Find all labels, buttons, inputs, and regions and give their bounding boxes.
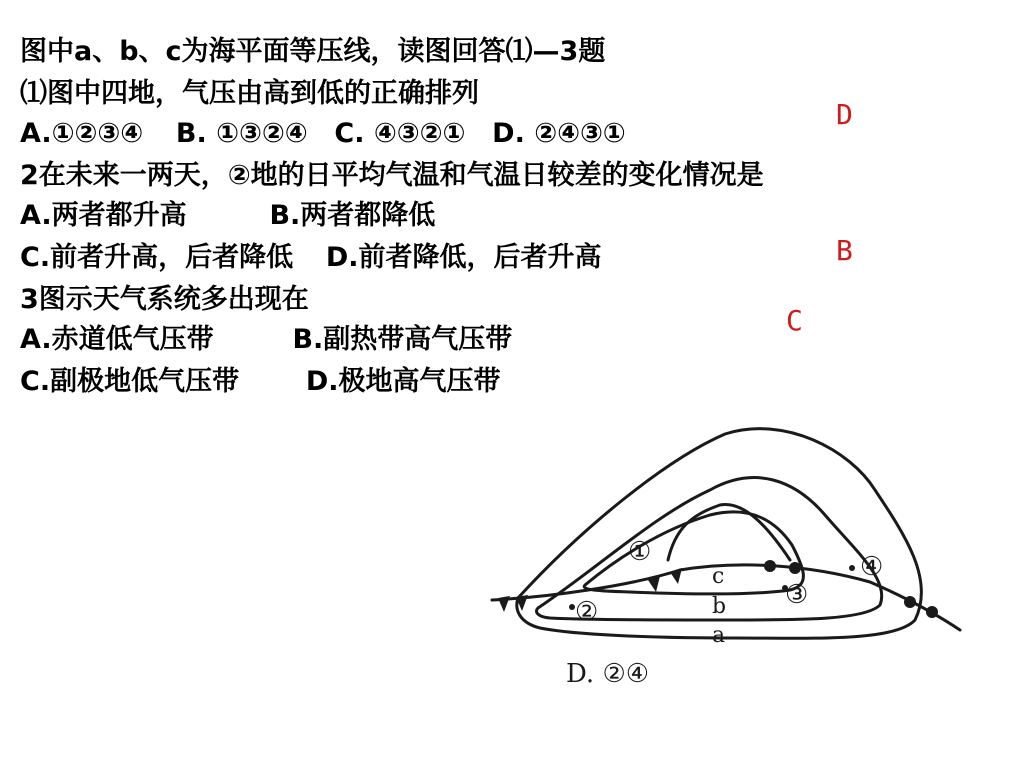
station-dot-4 — [849, 565, 855, 571]
warm-front-semicircle — [789, 562, 801, 574]
q3-option-d: D.极地高气压带 — [305, 366, 501, 397]
question-intro: 图中a、b、c为海平面等压线，读图回答⑴—3题 — [20, 36, 606, 67]
q2-option-d: D.前者降低，后者升高 — [325, 242, 602, 273]
isobar-diagram — [480, 420, 980, 710]
point-label-4: ④ — [860, 552, 884, 582]
q2-option-a: A.两者都升高 — [20, 200, 187, 231]
isobar-label-c: c — [712, 564, 725, 589]
q2-options-row1 — [20, 200, 435, 232]
isobar-label-a: a — [712, 623, 726, 648]
q3-stem: 3图示天气系统多出现在 — [20, 284, 309, 315]
warm-front-semicircle — [926, 606, 938, 618]
q3-options-row1 — [20, 324, 512, 356]
warm-front-semicircle — [764, 560, 776, 572]
answer-q1: D — [836, 98, 853, 131]
cold-front-triangle — [498, 596, 510, 612]
point-label-2: ② — [575, 597, 599, 627]
q3-option-a: A.赤道低气压带 — [20, 324, 214, 355]
q1-option-c: C. ④③②① — [334, 118, 466, 149]
diagram-caption: D. ②④ — [566, 659, 650, 689]
q1-option-b: B. ①③②④ — [175, 118, 308, 149]
q2-options-row2 — [20, 242, 602, 274]
q3-option-c: C.副极地低气压带 — [20, 366, 240, 397]
answer-q2: B — [836, 234, 853, 267]
cold-front-triangle — [670, 568, 682, 584]
q2-stem: 2在未来一两天，②地的日平均气温和气温日较差的变化情况是 — [20, 160, 764, 191]
point-label-1: ① — [628, 537, 652, 567]
q1-options — [20, 118, 626, 150]
q3-options-row2 — [20, 366, 501, 398]
q3-option-b: B.副热带高气压带 — [292, 324, 513, 355]
q2-option-c: C.前者升高，后者降低 — [20, 242, 294, 273]
isobar-label-b: b — [712, 594, 727, 619]
isobar-c — [584, 512, 803, 594]
q2-option-b: B.两者都降低 — [269, 200, 436, 231]
answer-q3: C — [786, 304, 803, 337]
warm-front-semicircle — [904, 596, 916, 608]
q1-option-a: A.①②③④ — [20, 118, 144, 149]
point-label-3: ③ — [785, 580, 809, 610]
q1-option-d: D. ②④③① — [492, 118, 626, 149]
q1-stem: ⑴图中四地，气压由高到低的正确排列 — [20, 78, 479, 109]
